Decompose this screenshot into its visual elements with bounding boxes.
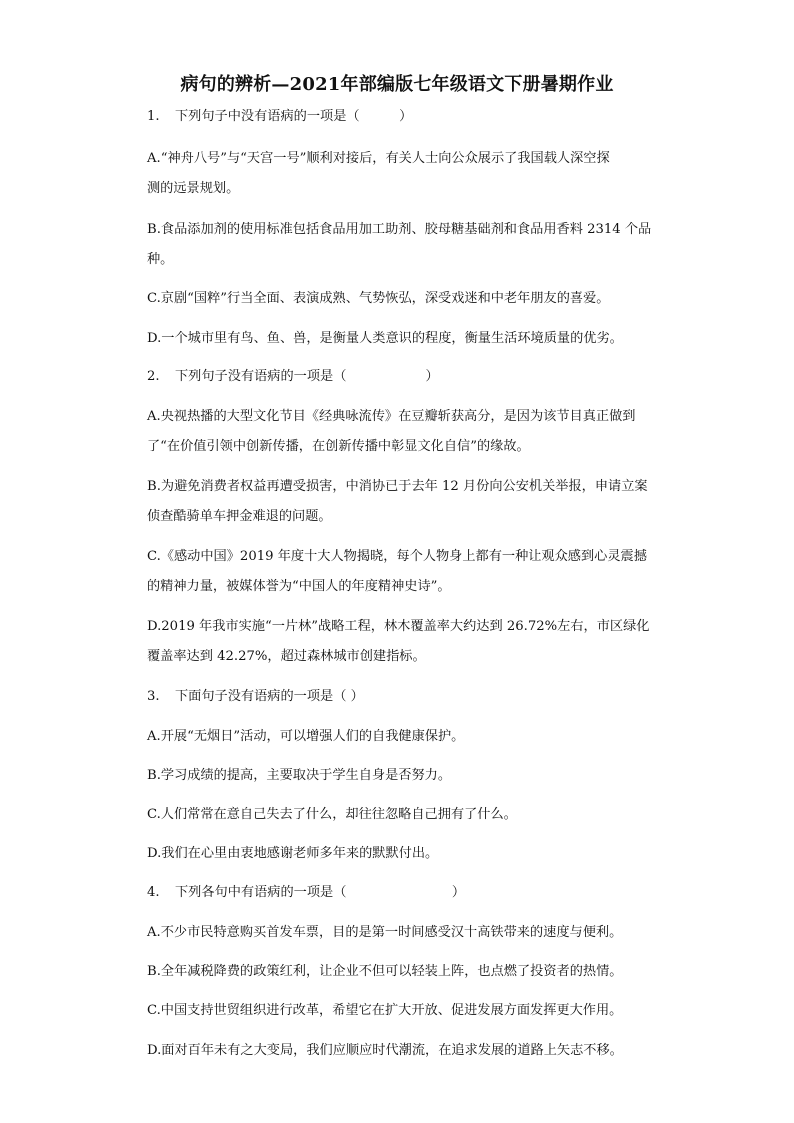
option-4b: B.全年减税降费的政策红利，让企业不但可以轻装上阵，也点燃了投资者的热情。	[147, 964, 623, 979]
option-1a-line-2: 测的远景规划。	[147, 181, 240, 196]
option-2a-line-2: 了“在价值引领中创新传播，在创新传播中彰显文化自信”的缘故。	[147, 439, 530, 454]
question-1-stem	[147, 108, 412, 126]
option-4d: D.面对百年未有之大变局，我们应顺应时代潮流，在追求发展的道路上矢志不移。	[147, 1043, 623, 1058]
question-text: 下面句子没有语病的一项是（ ）	[175, 689, 364, 704]
page-title: 病句的辨析—2021年部编版七年级语文下册暑期作业	[180, 74, 614, 95]
option-2c-line-2: 的精神力量，被媒体誉为“中国人的年度精神史诗”。	[147, 579, 451, 594]
option-2d-line-1: D.2019 年我市实施“一片林”战略工程，林木覆盖率大约达到 26.72%左右，市区绿化	[147, 619, 650, 634]
option-4a: A.不少市民特意购买首发车票，目的是第一时间感受汉十高铁带来的速度与便利。	[147, 925, 623, 940]
option-3d: D.我们在心里由衷地感谢老师多年来的默默付出。	[147, 846, 439, 861]
question-number: 1.	[147, 109, 160, 124]
option-2b-line-2: 侦查酷骑单车押金难退的问题。	[147, 509, 332, 524]
question-text: 下列句子中没有语病的一项是（ ）	[175, 109, 413, 124]
option-3b: B.学习成绩的提高，主要取决于学生自身是否努力。	[147, 768, 452, 783]
question-3-stem	[147, 688, 364, 706]
question-4-stem	[147, 884, 465, 902]
question-2-stem	[147, 368, 439, 386]
question-text: 下列各句中有语病的一项是（ ）	[175, 885, 466, 900]
option-1b-line-1: B.食品添加剂的使用标准包括食品用加工助剂、胶母糖基础剂和食品用香料 2314 个品	[147, 222, 652, 237]
option-1b-line-2: 种。	[147, 252, 174, 267]
question-number: 4.	[147, 885, 160, 900]
option-1c: C.京剧“国粹”行当全面、表演成熟、气势恢弘，深受戏迷和中老年朋友的喜爱。	[147, 291, 610, 306]
option-1a-line-1: A.“神舟八号”与“天宫一号”顺利对接后，有关人士向公众展示了我国载人深空探	[147, 151, 610, 166]
option-2d-line-2: 覆盖率达到 42.27%，超过森林城市创建指标。	[147, 649, 426, 664]
option-3a: A.开展“无烟日”活动，可以增强人们的自我健康保护。	[147, 729, 465, 744]
option-3c: C.人们常常在意自己失去了什么，却往往忽略自己拥有了什么。	[147, 807, 517, 822]
option-2a-line-1: A.央视热播的大型文化节目《经典咏流传》在豆瓣斩获高分，是因为该节目真正做到	[147, 409, 636, 424]
option-2b-line-1: B.为避免消费者权益再遭受损害，中消协已于去年 12 月份向公安机关举报，申请立案	[147, 479, 648, 494]
option-2c-line-1: C.《感动中国》2019 年度十大人物揭晓，每个人物身上都有一种让观众感到心灵震撼	[147, 549, 647, 564]
question-number: 2.	[147, 369, 160, 384]
question-number: 3.	[147, 689, 160, 704]
option-1d: D.一个城市里有鸟、鱼、兽，是衡量人类意识的程度，衡量生活环境质量的优劣。	[147, 331, 623, 346]
question-text: 下列句子没有语病的一项是（ ）	[175, 369, 439, 384]
option-4c: C.中国支持世贸组织进行改革，希望它在扩大开放、促进发展方面发挥更大作用。	[147, 1003, 623, 1018]
